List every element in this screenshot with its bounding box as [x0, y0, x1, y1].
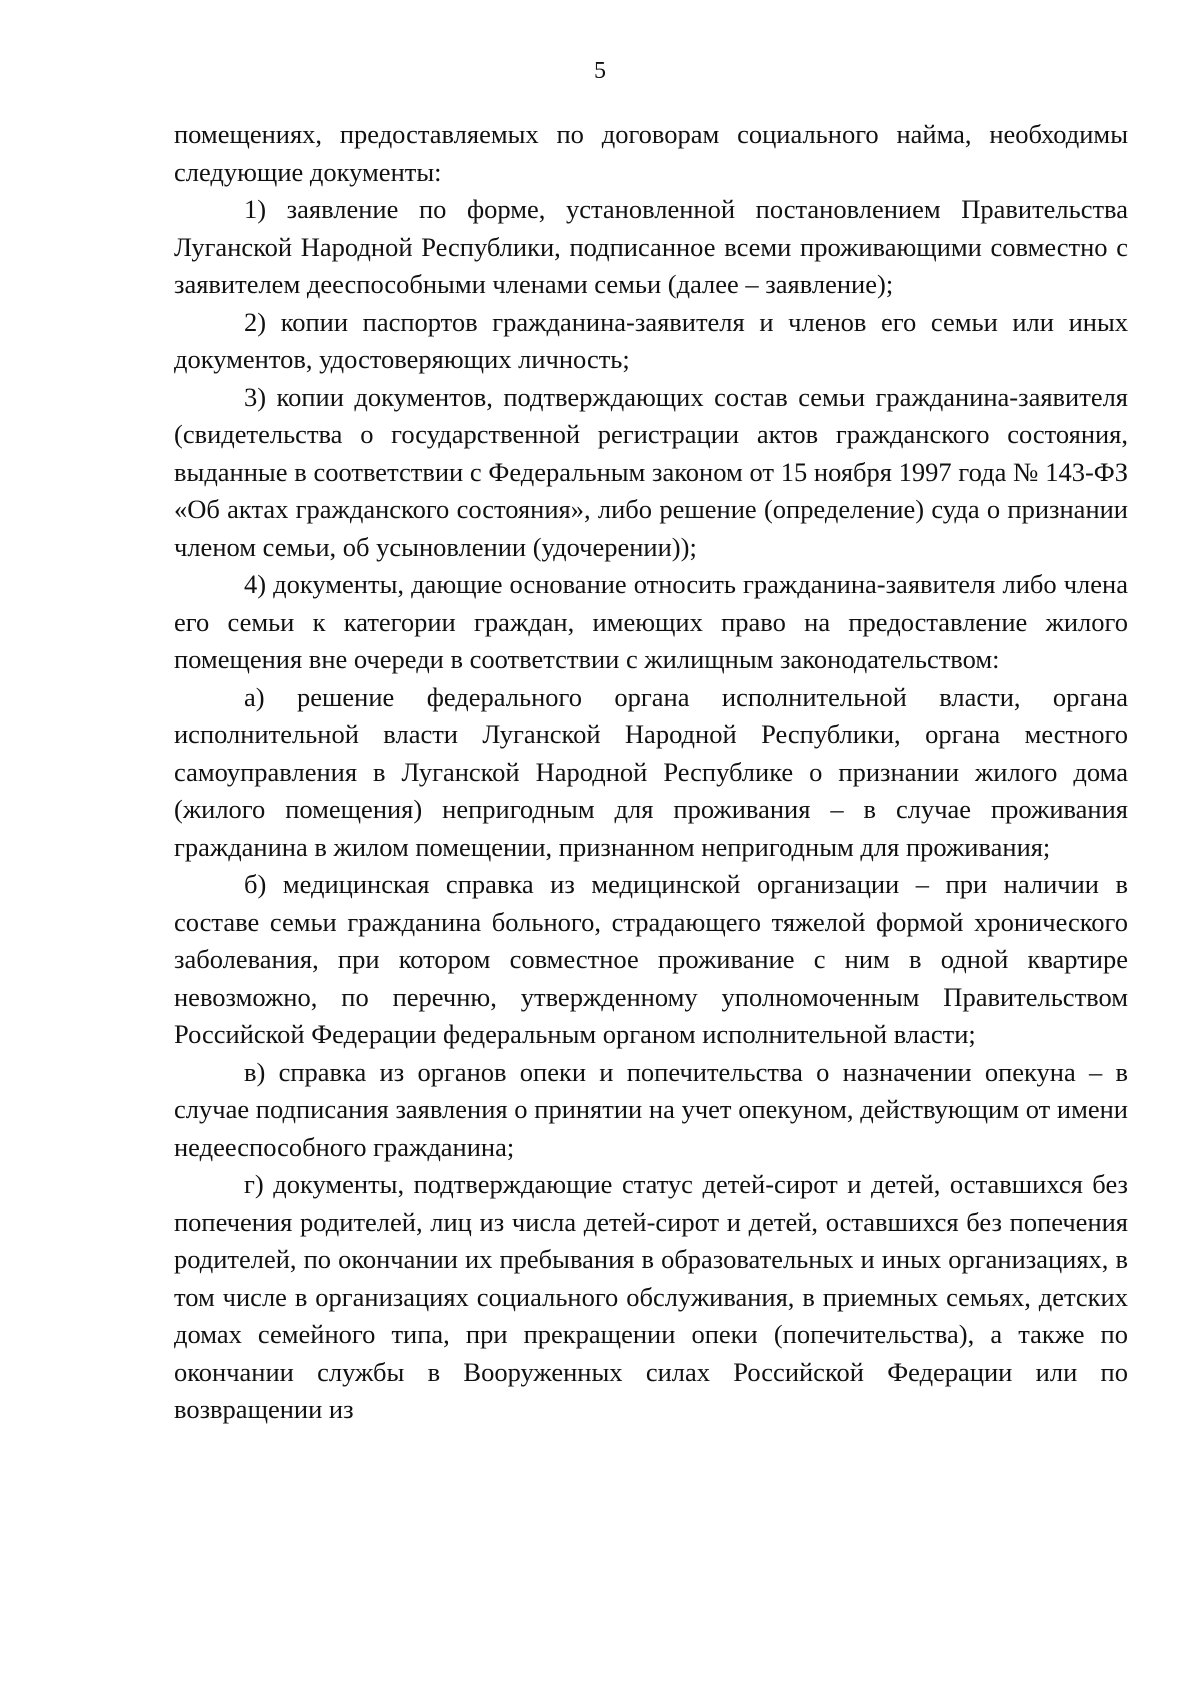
- paragraph-subitem-g: г) документы, подтверждающие статус детей-сирот и детей, оставшихся без попечения родителей, лиц из числа детей-сирот и детей, оставшихся без попечения родителей, по окончании их пребывания в образовательных и иных организациях, в том числе в организациях социального обслуживания, в приемных семьях, детских домах семейного типа, при прекращении опеки (попечительства), а также по окончании службы в Вооруженных силах Российской Федерации или по возвращении из: [174, 1169, 1128, 1424]
- paragraph-subitem-v: в) справка из органов опеки и попечительства о назначении опекуна – в случае подписания заявления о принятии на учет опекуном, действующим от имени недееспособного гражданина;: [174, 1056, 1128, 1162]
- paragraph-item-4: 4) документы, дающие основание относить гражданина-заявителя либо члена его семьи к категории граждан, имеющих право на предоставление жилого помещения вне очереди в соответствии с жилищным законодательством:: [174, 569, 1128, 674]
- paragraph-item-2: 2) копии паспортов гражданина-заявителя и членов его семьи или иных документов, удостоверяющих личность;: [174, 306, 1128, 374]
- paragraph-subitem-b: б) медицинская справка из медицинской организации – при наличии в составе семьи гражданина больного, страдающего тяжелой формой хронического заболевания, при котором совместное проживание с ним в одной квартире невозможно, по перечню, утвержденному уполномоченным Правительством Российской Федерации федеральным органом исполнительной власти;: [174, 869, 1128, 1049]
- document-body: [174, 116, 1128, 1429]
- paragraph-item-1: 1) заявление по форме, установленной постановлением Правительства Луганской Народной Республики, подписанное всеми проживающими совместно с заявителем дееспособными членами семьи (далее – заявление);: [174, 194, 1128, 299]
- paragraph-item-3: 3) копии документов, подтверждающих состав семьи гражданина-заявителя (свидетельства о государственной регистрации актов гражданского состояния, выданные в соответствии с Федеральным законом от 15 ноября 1997 года № 143-ФЗ «Об актах гражданского состояния», либо решение (определение) суда о признании членом семьи, об усыновлении (удочерении));: [174, 381, 1128, 562]
- paragraph-intro: помещениях, предоставляемых по договорам социального найма, необходимы следующие документы:: [174, 119, 1128, 187]
- paragraph-subitem-a: а) решение федерального органа исполнительной власти, органа исполнительной власти Луганской Народной Республики, органа местного самоуправления в Луганской Народной Республике о признании жилого дома (жилого помещения) непригодным для проживания – в случае проживания гражданина в жилом помещении, признанном непригодным для проживания;: [174, 681, 1128, 862]
- page-number: 5: [594, 58, 606, 84]
